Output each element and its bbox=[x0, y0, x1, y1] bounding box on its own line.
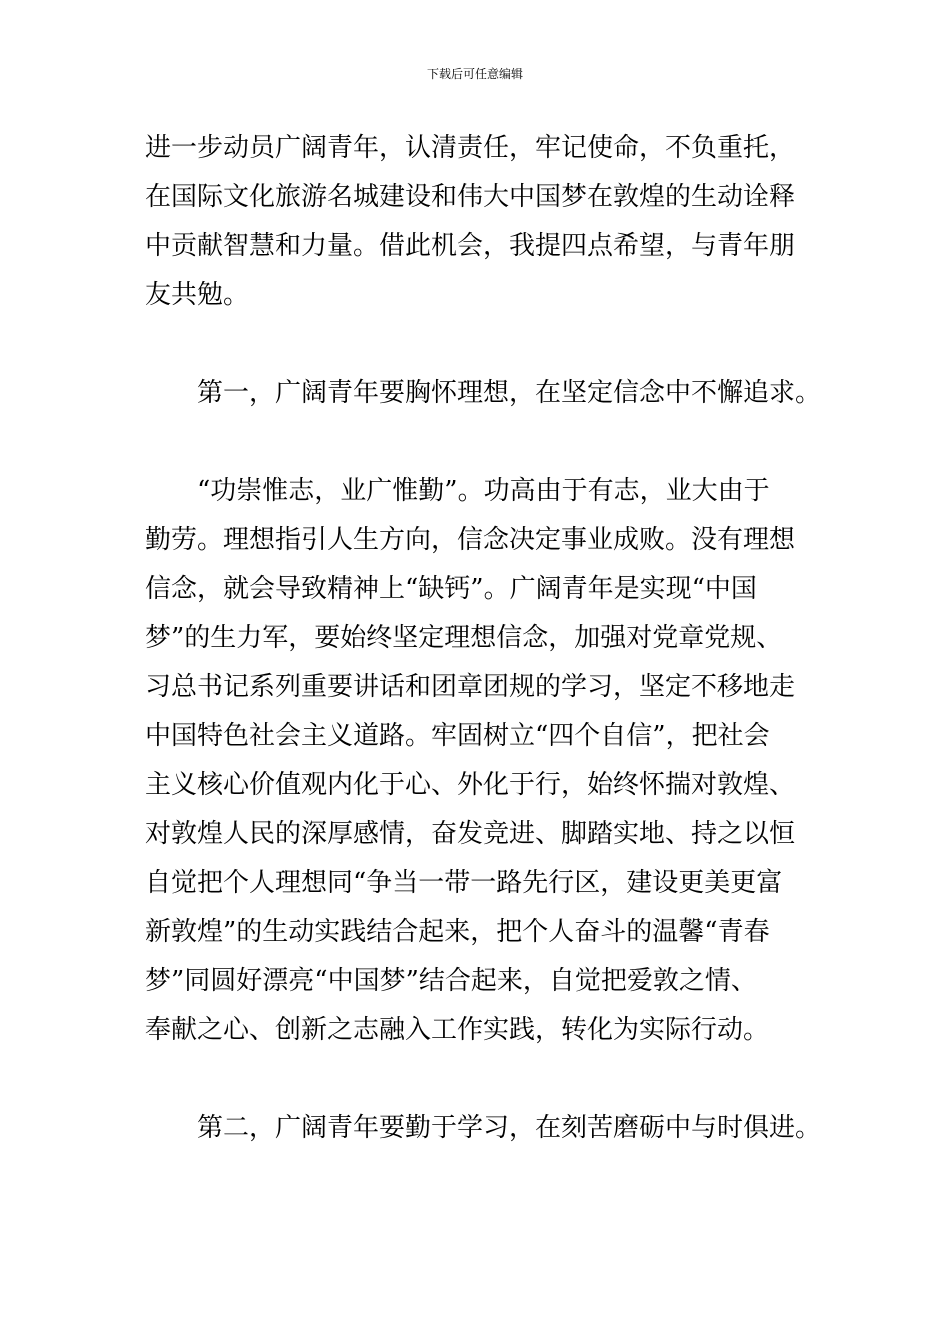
text-line: 友共勉。 bbox=[145, 280, 250, 310]
paragraph-point-one-body bbox=[145, 467, 807, 1055]
text-line: 自觉把个人理想同“争当一带一路先行区，建设更美更富 bbox=[145, 868, 783, 898]
text-line: 在国际文化旅游名城建设和伟大中国梦在敦煌的生动诠释 bbox=[145, 182, 796, 212]
paragraph-intro bbox=[145, 124, 807, 320]
heading-point-two bbox=[145, 1104, 822, 1153]
text-line: 第一，广阔青年要胸怀理想，在坚定信念中不懈追求。 bbox=[197, 378, 822, 408]
text-line: 中国特色社会主义道路。牢固树立“四个自信”，把社会 bbox=[145, 721, 770, 751]
text-line: 信念，就会导致精神上“缺钙”。广阔青年是实现“中国 bbox=[145, 574, 757, 604]
text-line: 习总书记系列重要讲话和团章团规的学习，坚定不移地走 bbox=[145, 672, 796, 702]
text-line: 第二，广阔青年要勤于学习，在刻苦磨砺中与时俱进。 bbox=[197, 1113, 822, 1143]
text-line: 主义核心价值观内化于心、外化于行，始终怀揣对敦煌、 bbox=[145, 770, 796, 800]
document-body bbox=[145, 124, 822, 1153]
paragraph-spacer bbox=[145, 418, 807, 467]
text-line: 梦”的生力军，要始终坚定理想信念，加强对党章党规、 bbox=[145, 623, 783, 653]
text-line: 中贡献智慧和力量。借此机会，我提四点希望，与青年朋 bbox=[145, 231, 796, 261]
paragraph-spacer bbox=[145, 320, 807, 369]
heading-point-one bbox=[145, 369, 822, 418]
text-line: 进一步动员广阔青年，认清责任，牢记使命，不负重托， bbox=[145, 133, 796, 163]
text-line: 勤劳。理想指引人生方向，信念决定事业成败。没有理想 bbox=[145, 525, 796, 555]
text-line: “功崇惟志，业广惟勤”。功高由于有志，业大由于 bbox=[197, 476, 770, 506]
text-line: 对敦煌人民的深厚感情，奋发竞进、脚踏实地、持之以恒 bbox=[145, 819, 796, 849]
text-line: 新敦煌”的生动实践结合起来，把个人奋斗的温馨“青春 bbox=[145, 917, 770, 947]
text-line: 梦”同圆好漂亮“中国梦”结合起来，自觉把爱敦之情、 bbox=[145, 966, 757, 996]
page-header: 下载后可任意编辑 bbox=[426, 67, 523, 81]
text-line: 奉献之心、创新之志融入工作实践，转化为实际行动。 bbox=[145, 1015, 770, 1045]
paragraph-spacer bbox=[145, 1055, 807, 1104]
